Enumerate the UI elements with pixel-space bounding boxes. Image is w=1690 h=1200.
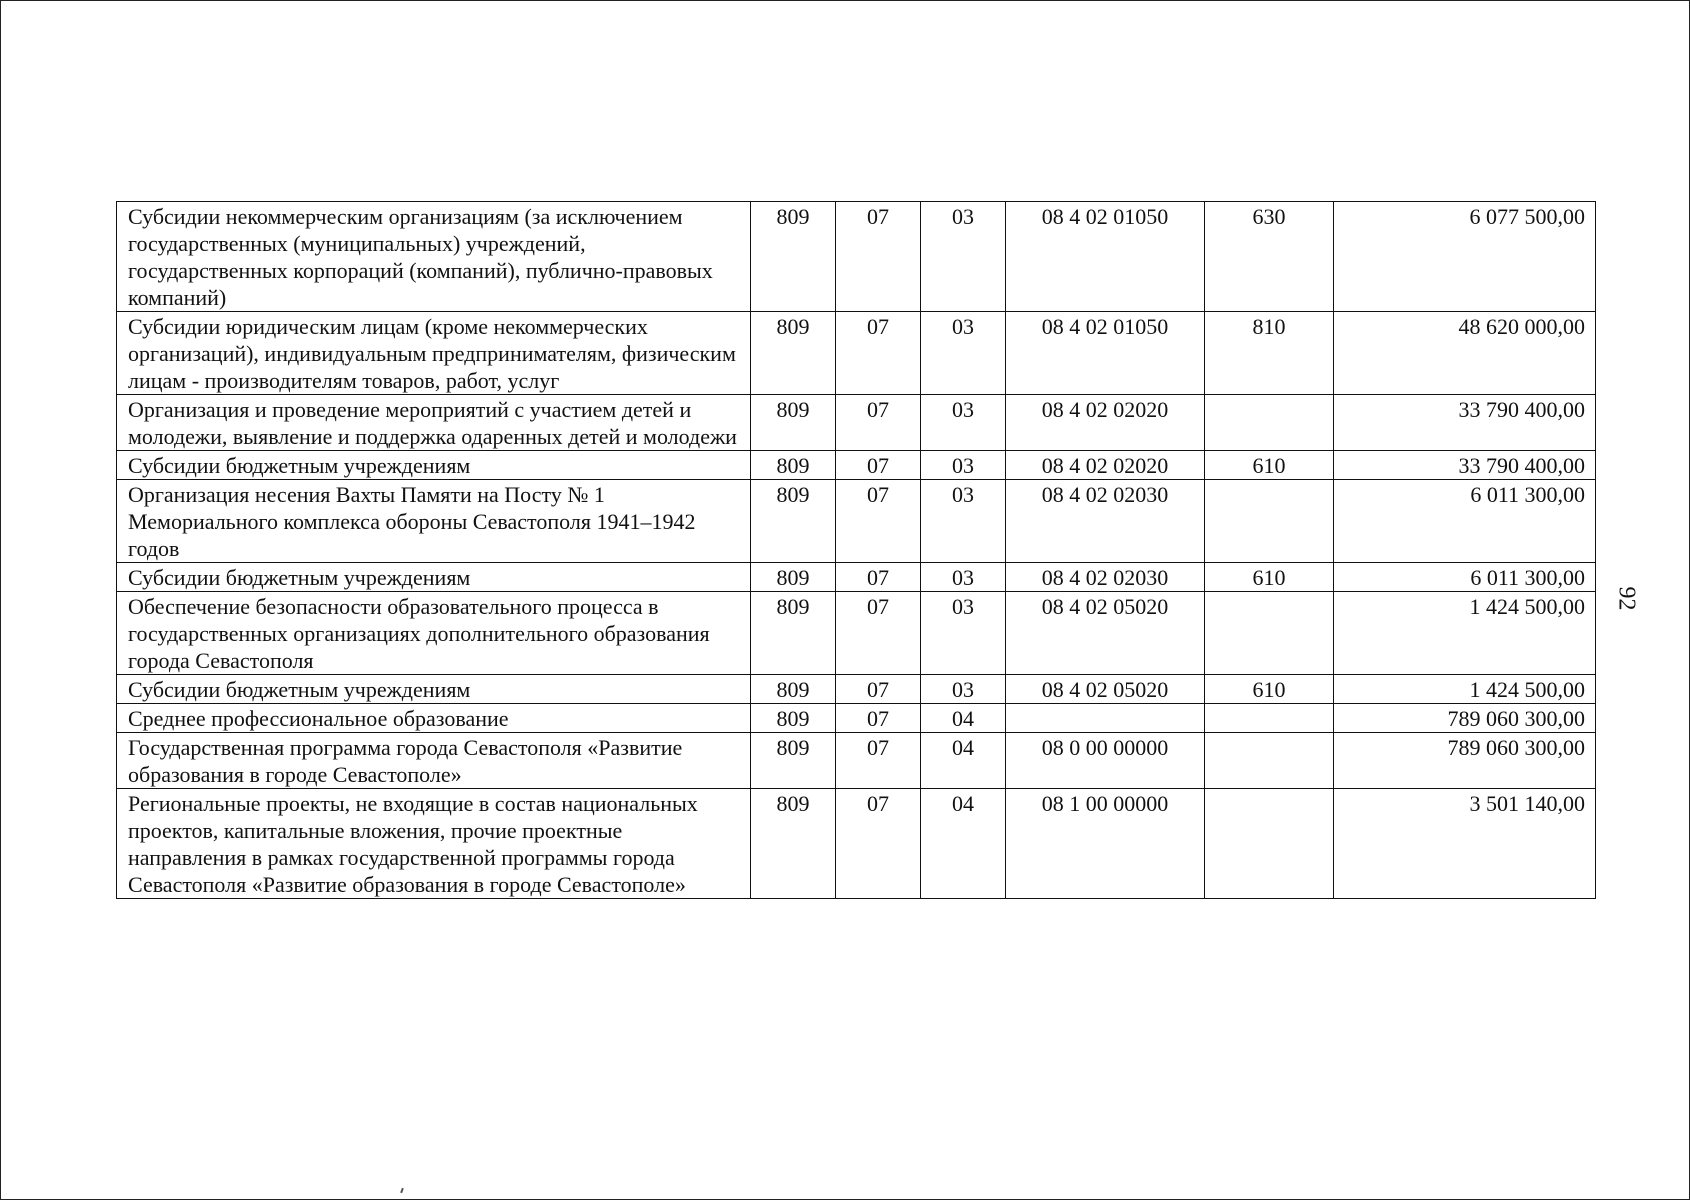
expense-type-code: 610: [1205, 563, 1334, 592]
table-row: [117, 480, 1596, 563]
subsection-code: 03: [921, 480, 1006, 563]
table-row: [117, 451, 1596, 480]
table-row: [117, 789, 1596, 899]
target-article-code: 08 4 02 01050: [1006, 312, 1205, 395]
expense-name: Субсидии некоммерческим организациям (за исключением государственных (муниципальных) учреждений, государственных корпораций (компаний), публично-правовых компаний): [117, 202, 751, 312]
expense-type-code: [1205, 704, 1334, 733]
amount: 789 060 300,00: [1334, 704, 1596, 733]
expense-name: Субсидии юридическим лицам (кроме некоммерческих организаций), индивидуальным предпринимателям, физическим лицам - производителям товаров, работ, услуг: [117, 312, 751, 395]
table-row: [117, 704, 1596, 733]
amount: 1 424 500,00: [1334, 592, 1596, 675]
table-row: [117, 395, 1596, 451]
target-article-code: [1006, 704, 1205, 733]
expense-type-code: 610: [1205, 675, 1334, 704]
amount: 6 011 300,00: [1334, 480, 1596, 563]
page-number: 92: [1613, 586, 1640, 611]
subsection-code: 03: [921, 312, 1006, 395]
target-article-code: 08 4 02 05020: [1006, 592, 1205, 675]
amount: 789 060 300,00: [1334, 733, 1596, 789]
expense-type-code: [1205, 733, 1334, 789]
subsection-code: 04: [921, 733, 1006, 789]
target-article-code: 08 4 02 02030: [1006, 563, 1205, 592]
expense-type-code: [1205, 789, 1334, 899]
ministry-code: 809: [751, 395, 836, 451]
ministry-code: 809: [751, 592, 836, 675]
amount: 1 424 500,00: [1334, 675, 1596, 704]
target-article-code: 08 4 02 02020: [1006, 395, 1205, 451]
expense-type-code: 630: [1205, 202, 1334, 312]
subsection-code: 03: [921, 675, 1006, 704]
ministry-code: 809: [751, 312, 836, 395]
expense-type-code: 610: [1205, 451, 1334, 480]
target-article-code: 08 1 00 00000: [1006, 789, 1205, 899]
amount: 33 790 400,00: [1334, 395, 1596, 451]
section-code: 07: [836, 312, 921, 395]
target-article-code: 08 4 02 05020: [1006, 675, 1205, 704]
subsection-code: 04: [921, 704, 1006, 733]
expense-name: Субсидии бюджетным учреждениям: [117, 451, 751, 480]
target-article-code: 08 4 02 02020: [1006, 451, 1205, 480]
target-article-code: 08 0 00 00000: [1006, 733, 1205, 789]
expense-name: Государственная программа города Севастополя «Развитие образования в городе Севастополе»: [117, 733, 751, 789]
ministry-code: 809: [751, 733, 836, 789]
expense-type-code: [1205, 480, 1334, 563]
expense-type-code: [1205, 395, 1334, 451]
expense-name: Субсидии бюджетным учреждениям: [117, 675, 751, 704]
ministry-code: 809: [751, 451, 836, 480]
expense-name: Региональные проекты, не входящие в состав национальных проектов, капитальные вложения, прочие проектные направления в рамках государственной программы города Севастополя «Развитие образования в городе Севастополе»: [117, 789, 751, 899]
ministry-code: 809: [751, 704, 836, 733]
expense-name: Субсидии бюджетным учреждениям: [117, 563, 751, 592]
section-code: 07: [836, 592, 921, 675]
subsection-code: 04: [921, 789, 1006, 899]
table-row: [117, 675, 1596, 704]
table-row: [117, 202, 1596, 312]
section-code: 07: [836, 395, 921, 451]
ministry-code: 809: [751, 789, 836, 899]
section-code: 07: [836, 789, 921, 899]
amount: 48 620 000,00: [1334, 312, 1596, 395]
section-code: 07: [836, 563, 921, 592]
ministry-code: 809: [751, 563, 836, 592]
table-row: [117, 733, 1596, 789]
subsection-code: 03: [921, 395, 1006, 451]
section-code: 07: [836, 202, 921, 312]
budget-table: [116, 201, 1596, 899]
section-code: 07: [836, 480, 921, 563]
ministry-code: 809: [751, 675, 836, 704]
section-code: 07: [836, 675, 921, 704]
amount: 33 790 400,00: [1334, 451, 1596, 480]
subsection-code: 03: [921, 202, 1006, 312]
amount: 6 077 500,00: [1334, 202, 1596, 312]
section-code: 07: [836, 733, 921, 789]
target-article-code: 08 4 02 02030: [1006, 480, 1205, 563]
amount: 6 011 300,00: [1334, 563, 1596, 592]
expense-name: Обеспечение безопасности образовательного процесса в государственных организациях дополнительного образования города Севастополя: [117, 592, 751, 675]
subsection-code: 03: [921, 451, 1006, 480]
expense-name: Организация и проведение мероприятий с участием детей и молодежи, выявление и поддержка одаренных детей и молодежи: [117, 395, 751, 451]
expense-name: Организация несения Вахты Памяти на Посту № 1 Мемориального комплекса обороны Севастополя 1941–1942 годов: [117, 480, 751, 563]
subsection-code: 03: [921, 563, 1006, 592]
amount: 3 501 140,00: [1334, 789, 1596, 899]
expense-type-code: 810: [1205, 312, 1334, 395]
table-row: [117, 592, 1596, 675]
subsection-code: 03: [921, 592, 1006, 675]
table-row: [117, 312, 1596, 395]
expense-name: Среднее профессиональное образование: [117, 704, 751, 733]
expense-type-code: [1205, 592, 1334, 675]
section-code: 07: [836, 451, 921, 480]
target-article-code: 08 4 02 01050: [1006, 202, 1205, 312]
section-code: 07: [836, 704, 921, 733]
ministry-code: 809: [751, 480, 836, 563]
table-row: [117, 563, 1596, 592]
ministry-code: 809: [751, 202, 836, 312]
